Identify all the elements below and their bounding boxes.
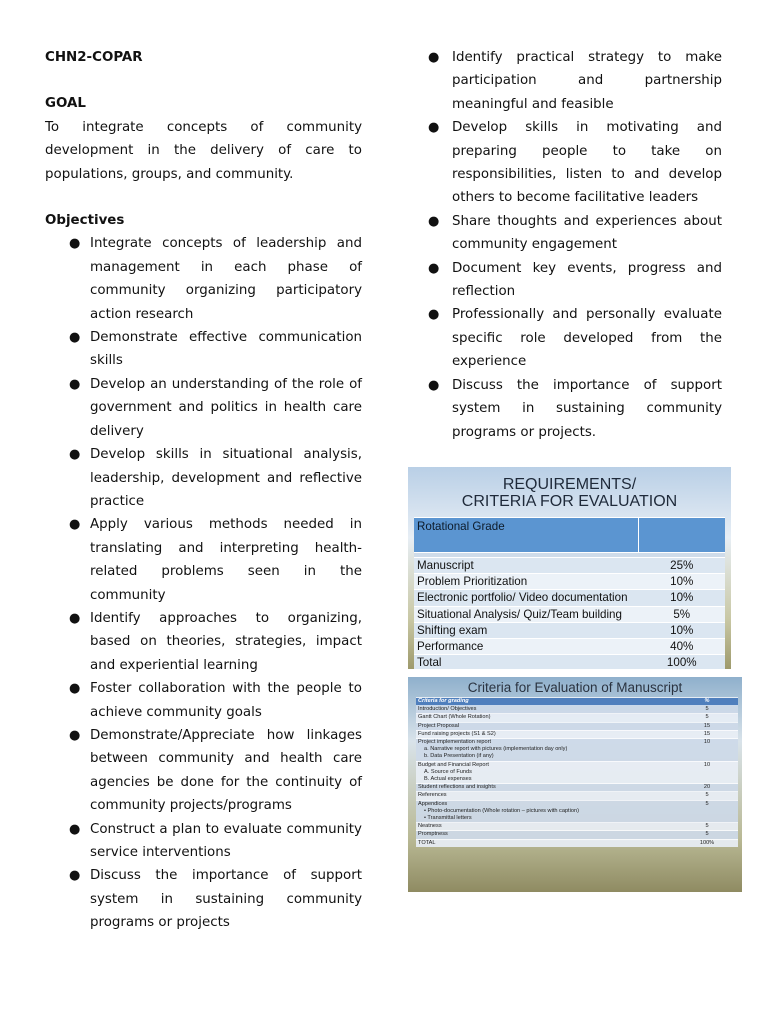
objective-text: Identify practical strategy to make participation and partnership meaningful and feasible xyxy=(452,50,722,112)
requirement-value: 10% xyxy=(639,574,726,590)
requirements-row xyxy=(414,622,725,638)
objective-item xyxy=(428,116,722,210)
requirements-title: REQUIREMENTS/ CRITERIA FOR EVALUATION xyxy=(461,476,678,510)
course-code: CHN2-COPAR xyxy=(45,50,143,65)
requirement-value: 5% xyxy=(639,606,726,622)
requirements-row xyxy=(414,574,725,590)
objective-item xyxy=(45,818,362,865)
requirements-table xyxy=(414,517,725,669)
requirements-row xyxy=(414,590,725,606)
criterion-label: Introduction/ Objectives xyxy=(418,706,477,713)
criterion-value: 5 xyxy=(676,706,738,714)
objective-item xyxy=(45,513,362,607)
criterion-label: References xyxy=(418,792,447,799)
manuscript-row xyxy=(416,784,738,792)
bullet-icon: ● xyxy=(428,260,440,276)
objective-item xyxy=(428,46,722,116)
requirement-label: Total xyxy=(414,655,639,669)
objective-item xyxy=(45,864,362,934)
manuscript-criterion xyxy=(416,831,676,839)
criterion-value: 10 xyxy=(676,761,738,784)
bullet-icon: ● xyxy=(428,213,440,229)
criterion-subitem: b. Data Presentation (if any) xyxy=(424,753,494,760)
objective-text: Integrate concepts of leadership and management in each phase of community organizing participatory action research xyxy=(90,236,362,322)
criterion-value: 5 xyxy=(676,823,738,831)
criterion-subitem: • Transmittal letters xyxy=(424,815,472,822)
manuscript-criterion xyxy=(416,792,676,800)
objective-text: Develop an understanding of the role of government and politics in health care delivery xyxy=(90,376,362,439)
requirement-label: Situational Analysis/ Quiz/Team building xyxy=(414,606,639,622)
requirement-value: 10% xyxy=(639,622,726,638)
objective-item xyxy=(45,607,362,677)
objectives-list-continued xyxy=(428,46,722,444)
bullet-icon: ● xyxy=(428,120,440,136)
requirements-row xyxy=(414,558,725,574)
manuscript-row xyxy=(416,823,738,831)
bullet-icon: ● xyxy=(69,681,81,697)
objective-item xyxy=(428,257,722,304)
manuscript-row xyxy=(416,706,738,714)
requirement-label: Manuscript xyxy=(414,558,639,574)
manuscript-criterion xyxy=(416,722,676,730)
manuscript-criterion xyxy=(416,714,676,722)
objective-text: Share thoughts and experiences about community engagement xyxy=(452,213,722,253)
manuscript-row xyxy=(416,839,738,847)
requirements-row xyxy=(414,638,725,654)
criterion-value: 20 xyxy=(676,784,738,792)
criterion-subitem: • Photo-documentation (Whole rotation – pictures with caption) xyxy=(424,807,579,814)
left-column xyxy=(45,46,362,935)
criterion-label: Project Proposal xyxy=(418,722,460,729)
manuscript-row xyxy=(416,739,738,762)
manuscript-row xyxy=(416,714,738,722)
objective-text: Document key events, progress and reflection xyxy=(452,260,722,300)
criterion-value: 15 xyxy=(676,730,738,738)
goal-text: To integrate concepts of community development in the delivery of care to populations, groups, and community. xyxy=(45,119,362,182)
requirement-label: Performance xyxy=(414,638,639,654)
manuscript-row xyxy=(416,761,738,784)
criterion-label: Student reflections and insights xyxy=(418,784,496,791)
manuscript-header-label: Criteria for grading xyxy=(416,698,676,706)
manuscript-criteria-image xyxy=(408,677,742,892)
criterion-value: 10 xyxy=(676,739,738,762)
criterion-label: Project implementation report xyxy=(418,739,492,746)
manuscript-criteria-title: Criteria for Evaluation of Manuscript xyxy=(467,680,683,695)
criterion-value: 5 xyxy=(676,792,738,800)
objective-item xyxy=(45,373,362,443)
objective-text: Professionally and personally evaluate specific role developed from the experience xyxy=(452,307,722,370)
objective-item xyxy=(45,326,362,373)
requirement-label: Shifting exam xyxy=(414,622,639,638)
bullet-icon: ● xyxy=(69,236,81,252)
criterion-value: 5 xyxy=(676,831,738,839)
goal-heading: GOAL xyxy=(45,96,86,112)
objectives-list xyxy=(45,232,362,934)
objective-text: Identify approaches to organizing, based on theories, strategies, impact and experiential learning xyxy=(90,610,362,673)
objective-text: Apply various methods needed in translating and interpreting health-related problems seen in the community xyxy=(90,517,362,603)
criterion-label: Gantt Chart (Whole Rotation) xyxy=(418,714,491,721)
criterion-value: 5 xyxy=(676,714,738,722)
manuscript-row xyxy=(416,792,738,800)
requirement-value: 25% xyxy=(639,558,726,574)
bullet-icon: ● xyxy=(69,610,81,626)
criterion-subitem: B. Actual expenses xyxy=(424,776,472,783)
objective-text: Demonstrate/Appreciate how linkages between community and health care agencies be done for the continuity of community projects/programs xyxy=(90,727,362,814)
requirement-value: 40% xyxy=(639,638,726,654)
objective-item xyxy=(428,374,722,444)
criterion-label: Appendices xyxy=(418,800,448,807)
criterion-label: TOTAL xyxy=(418,839,436,846)
bullet-icon: ● xyxy=(69,821,81,837)
objective-item xyxy=(428,303,722,373)
manuscript-row xyxy=(416,730,738,738)
manuscript-row xyxy=(416,722,738,730)
manuscript-row xyxy=(416,831,738,839)
criterion-label: Promptness xyxy=(418,831,448,838)
objective-text: Discuss the importance of support system in sustaining community programs or projects xyxy=(90,868,362,931)
criterion-subitem: A. Source of Funds xyxy=(424,768,472,775)
requirement-label: Electronic portfolio/ Video documentation xyxy=(414,590,639,606)
criterion-subitem: a. Narrative report with pictures (implementation day only) xyxy=(424,746,568,753)
requirements-row xyxy=(414,655,725,669)
manuscript-criterion xyxy=(416,739,676,762)
criterion-value: 100% xyxy=(676,839,738,847)
objective-text: Construct a plan to evaluate community service interventions xyxy=(90,821,362,860)
manuscript-criterion xyxy=(416,784,676,792)
manuscript-criterion xyxy=(416,823,676,831)
manuscript-header-value: % xyxy=(676,698,738,706)
bullet-icon: ● xyxy=(69,517,81,533)
bullet-icon: ● xyxy=(69,868,81,884)
bullet-icon: ● xyxy=(428,377,440,393)
criterion-label: Fund raising projects (S1 & S2) xyxy=(418,730,496,737)
right-column xyxy=(428,46,722,444)
requirement-value: 10% xyxy=(639,590,726,606)
objectives-heading: Objectives xyxy=(45,213,125,229)
bullet-icon: ● xyxy=(428,307,440,323)
manuscript-header-row xyxy=(416,698,738,706)
criterion-label: Budget and Financial Report xyxy=(418,761,489,768)
objective-text: Discuss the importance of support system in sustaining community programs or projects. xyxy=(452,377,722,440)
objective-item xyxy=(45,724,362,818)
manuscript-criterion xyxy=(416,800,676,823)
bullet-icon: ● xyxy=(428,50,440,65)
objective-item xyxy=(45,232,362,326)
objective-item xyxy=(45,677,362,724)
requirements-image xyxy=(408,467,731,669)
manuscript-criterion xyxy=(416,730,676,738)
objective-item xyxy=(428,210,722,257)
manuscript-criterion xyxy=(416,706,676,714)
objective-text: Demonstrate effective communication skills xyxy=(90,330,362,369)
manuscript-row xyxy=(416,800,738,823)
requirement-value: 100% xyxy=(639,655,726,669)
requirements-header: Rotational Grade xyxy=(414,518,639,553)
objective-text: Foster collaboration with the people to achieve community goals xyxy=(90,681,362,720)
manuscript-criterion xyxy=(416,839,676,847)
objective-text: Develop skills in motivating and preparing people to take on responsibilities, listen to and develop others to become facilitative leaders xyxy=(452,120,722,206)
requirements-header-row xyxy=(414,518,725,553)
criterion-label: Neatness xyxy=(418,823,442,830)
bullet-icon: ● xyxy=(69,376,81,392)
requirement-label: Problem Prioritization xyxy=(414,574,639,590)
manuscript-criteria-table xyxy=(416,697,738,847)
criterion-value: 5 xyxy=(676,800,738,823)
criterion-value: 15 xyxy=(676,722,738,730)
objective-item xyxy=(45,443,362,513)
bullet-icon: ● xyxy=(69,447,81,463)
bullet-icon: ● xyxy=(69,330,81,346)
requirements-row xyxy=(414,606,725,622)
manuscript-criterion xyxy=(416,761,676,784)
bullet-icon: ● xyxy=(69,727,81,743)
objective-text: Develop skills in situational analysis, leadership, development and reflective practice xyxy=(90,447,362,509)
